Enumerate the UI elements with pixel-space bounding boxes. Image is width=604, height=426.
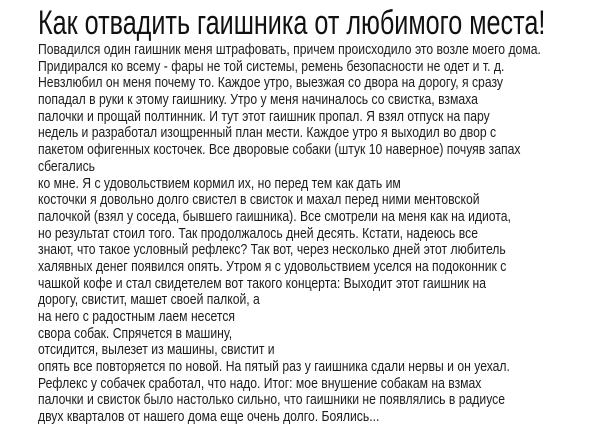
article-line: Невзлюбил он меня почему то. Каждое утро, выезжая со двора на дорогу, я сразу — [38, 75, 504, 92]
article-line: знают, что такое условный рефлекс? Так вот, через несколько дней этот любитель — [38, 242, 506, 259]
article-line: недель и разработал изощренный план мести. Каждое утро я выходил во двор с — [38, 125, 497, 142]
article-line: палочки и свисток было настолько сильно, что гаишники не появлялись в радиусе — [38, 392, 506, 409]
article-line: отсидится, вылезет из машины, свистит и — [38, 342, 275, 359]
article-line: халявных денег появился опять. Утром я с удовольствием уселся на подоконник с — [38, 258, 507, 275]
article-line: пакетом офигенных косточек. Все дворовые собаки (штук 10 наверное) почуяв запах — [38, 142, 521, 159]
article-line: двух кварталов от нашего дома еще очень долго. Боялись... — [38, 409, 380, 426]
article-line: косточки я довольно долго свистел в свисток и махал перед ними ментовской — [38, 192, 480, 209]
article-line: чашкой кофе и стал свидетелем вот такого концерта: Выходит этот гаишник на — [38, 275, 487, 292]
article-body — [38, 42, 598, 426]
article-line: сбегались — [38, 158, 96, 175]
article-line: но результат стоил того. Так продолжалось дней десять. Кстати, надеюсь все — [38, 225, 478, 242]
article-line: Рефлекс у собачек сработал, что надо. Итог: мое внушение собакам на взмах — [38, 375, 482, 392]
article-line: Придирался ко всему - фары не той системы, ремень безопасности не одет и т. д. — [38, 58, 505, 75]
article-line: палочки и прощай полтинник. И тут этот гаишник пропал. Я взял отпуск на пару — [38, 108, 490, 125]
article-title: Как отвадить гаишника от любимого места! — [38, 4, 546, 42]
article-line: свора собак. Спрячется в машину, — [38, 325, 233, 342]
article-line: ко мне. Я с удовольствием кормил их, но перед тем как дать им — [38, 175, 401, 192]
article-line: дорогу, свистит, машет своей палкой, а — [38, 292, 260, 309]
article-line: опять все повторяется по новой. На пятый раз у гаишника сдали нервы и он уехал. — [38, 359, 510, 376]
article-line: попадал в руки к этому гаишнику. Утро у меня начиналось со свистка, взмаха — [38, 92, 478, 109]
article-line: палочкой (взял у соседа, бывшего гаишника). Все смотрели на меня как на идиота, — [38, 208, 511, 225]
article-line: Повадился один гаишник меня штрафовать, причем происходило это возле моего дома. — [38, 42, 541, 58]
article-line: на него с радостным лаем несется — [38, 309, 236, 325]
